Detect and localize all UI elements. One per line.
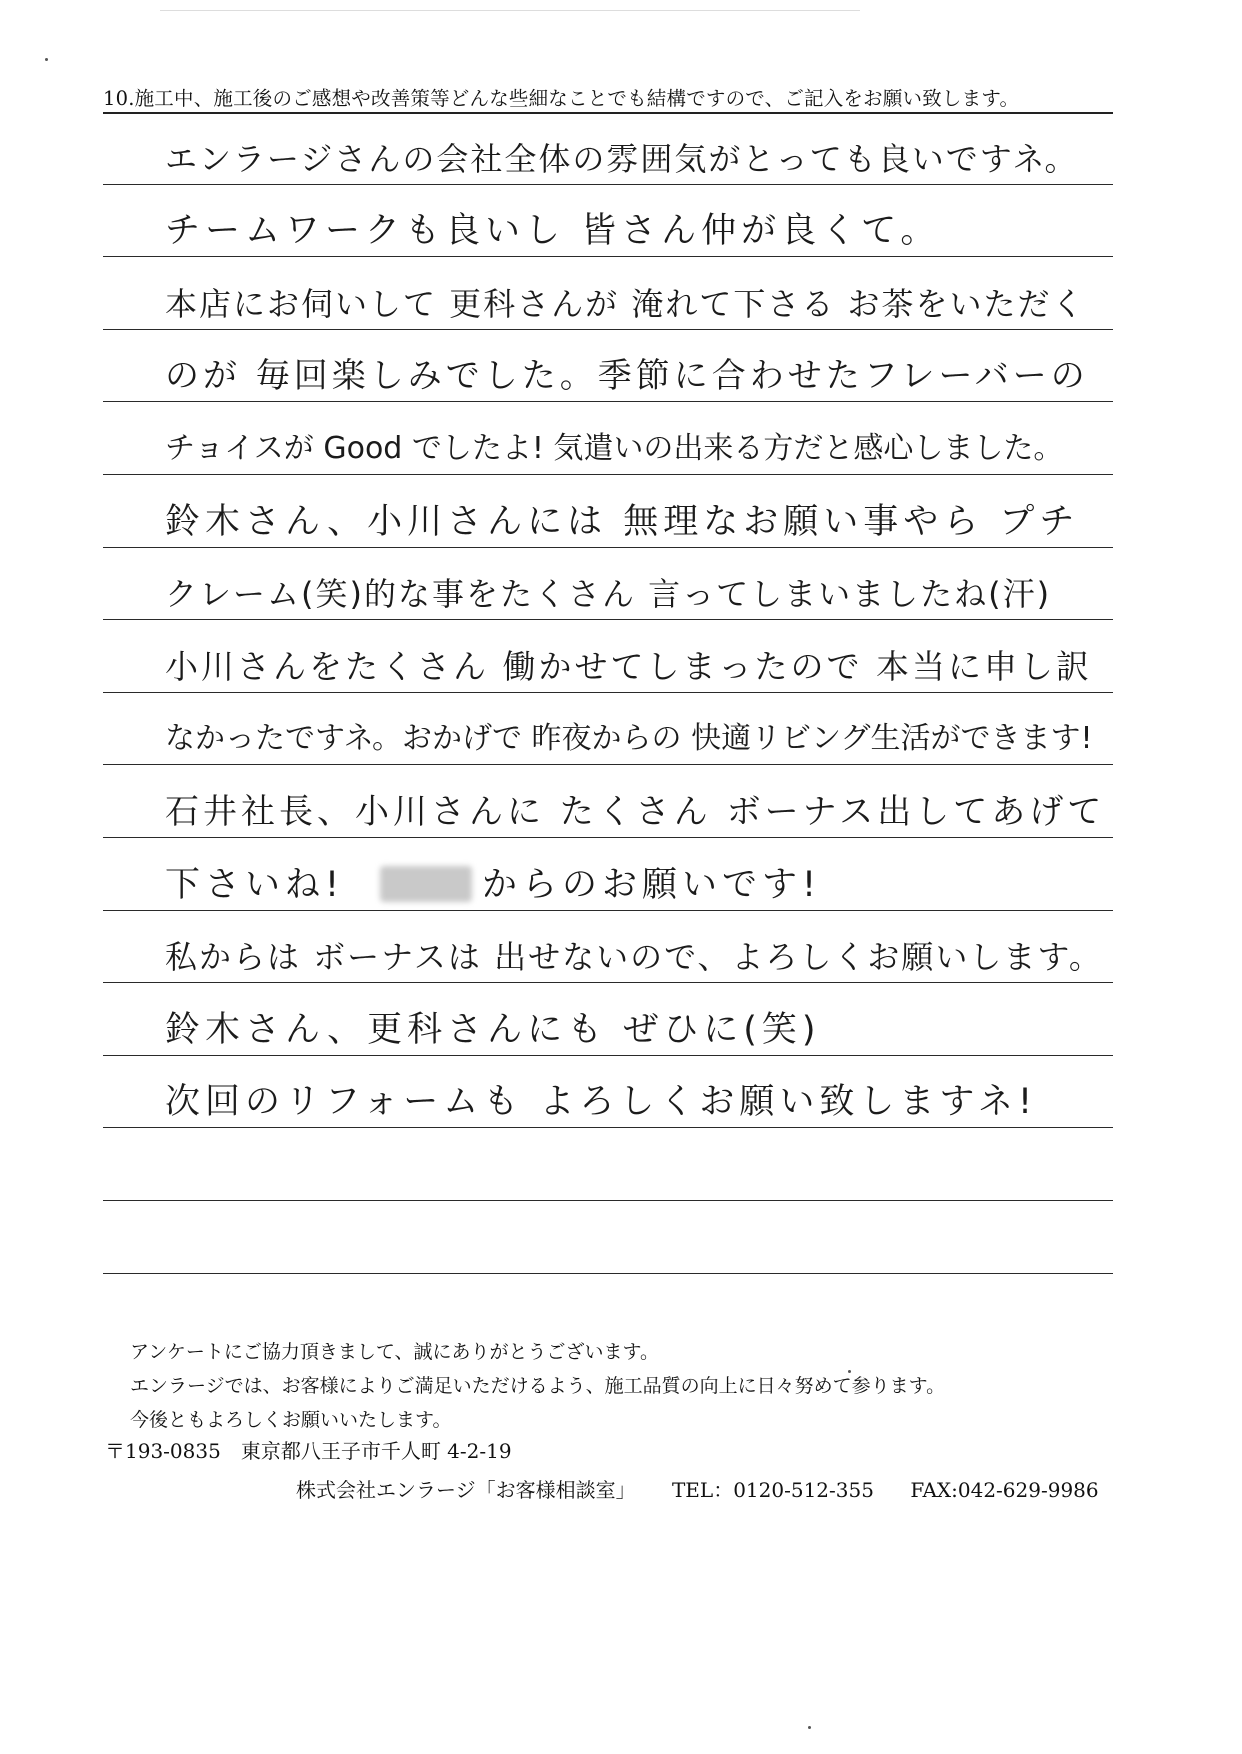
answer-line (103, 765, 1113, 838)
handwritten-answer-area (103, 112, 1113, 1274)
answer-line (103, 983, 1113, 1056)
handwritten-text: 私からは ボーナスは 出せないので、よろしくお願いします。 (165, 938, 1103, 977)
answer-line (103, 1056, 1113, 1129)
handwritten-text: 本店にお伺いして 更科さんが 淹れて下さる お茶をいただく (165, 284, 1086, 323)
company-tel: TEL：0120-512-355 (671, 1478, 874, 1502)
handwritten-text: 石井社長、小川さんに たくさん ボーナス出してあげて (165, 791, 1106, 832)
handwritten-text: エンラージさんの会社全体の雰囲気がとっても良いですネ。 (165, 139, 1079, 178)
answer-line (103, 693, 1113, 766)
scan-speck (808, 1726, 811, 1729)
answer-line (103, 112, 1113, 185)
handwritten-text: 小川さんをたくさん 働かせてしまったので 本当に申し訳 (165, 646, 1092, 686)
answer-line (103, 548, 1113, 621)
redacted-name (380, 866, 472, 902)
scan-speck (45, 58, 48, 61)
scan-speck (848, 1370, 851, 1373)
company-name: 株式会社エンラージ「お客様相談室」 (296, 1478, 636, 1502)
handwritten-text: 鈴木さん、更科さんにも ぜひに(笑) (165, 1009, 821, 1050)
handwritten-text: チョイスが Good でしたよ! 気遣いの出来る方だと感心しました。 (165, 430, 1064, 466)
handwritten-text: 鈴木さん、小川さんには 無理なお願い事やら プチ (165, 501, 1080, 542)
handwritten-text: クレーム(笑)的な事をたくさん 言ってしまいましたね(汗) (165, 575, 1052, 614)
handwritten-text: チームワークも良いし 皆さん仲が良くて。 (165, 211, 941, 252)
handwritten-text (165, 864, 821, 906)
footer-line: アンケートにご協力頂きまして、誠にありがとうございます。 (130, 1342, 659, 1363)
scan-top-edge (160, 0, 860, 11)
thank-you-message (130, 1336, 1130, 1438)
answer-line (103, 838, 1113, 911)
answer-line (103, 330, 1113, 403)
footer-line: 今後ともよろしくお願いいたします。 (130, 1410, 452, 1431)
handwritten-text-part: 下さいね! (165, 864, 345, 905)
answer-line (103, 475, 1113, 548)
handwritten-text: 次回のリフォームも よろしくお願い致しますネ! (165, 1082, 1038, 1123)
handwritten-text: のが 毎回楽しみでした。季節に合わせたフレーバーの (165, 356, 1089, 397)
handwritten-text: なかったですネ。おかげで 昨夜からの 快適リビング生活ができます! (165, 721, 1093, 757)
footer-line: エンラージでは、お客様によりご満足いただけるよう、施工品質の向上に日々努めて参ります。 (130, 1376, 946, 1397)
handwritten-text-part: からのお願いです! (482, 864, 822, 905)
answer-line (103, 257, 1113, 330)
question-heading: 10.施工中、施工後のご感想や改善策等どんな些細なことでも結構ですので、ご記入をお願い致します。 (103, 86, 1113, 114)
company-fax: FAX:042-629-9986 (910, 1478, 1099, 1502)
company-contact (296, 1475, 1129, 1505)
answer-line (103, 402, 1113, 475)
answer-line (103, 185, 1113, 258)
company-address: 〒193-0835 東京都八王子市千人町 4-2-19 (105, 1439, 512, 1463)
answer-line (103, 1201, 1113, 1274)
answer-line (103, 1128, 1113, 1201)
answer-line (103, 911, 1113, 984)
answer-line (103, 620, 1113, 693)
